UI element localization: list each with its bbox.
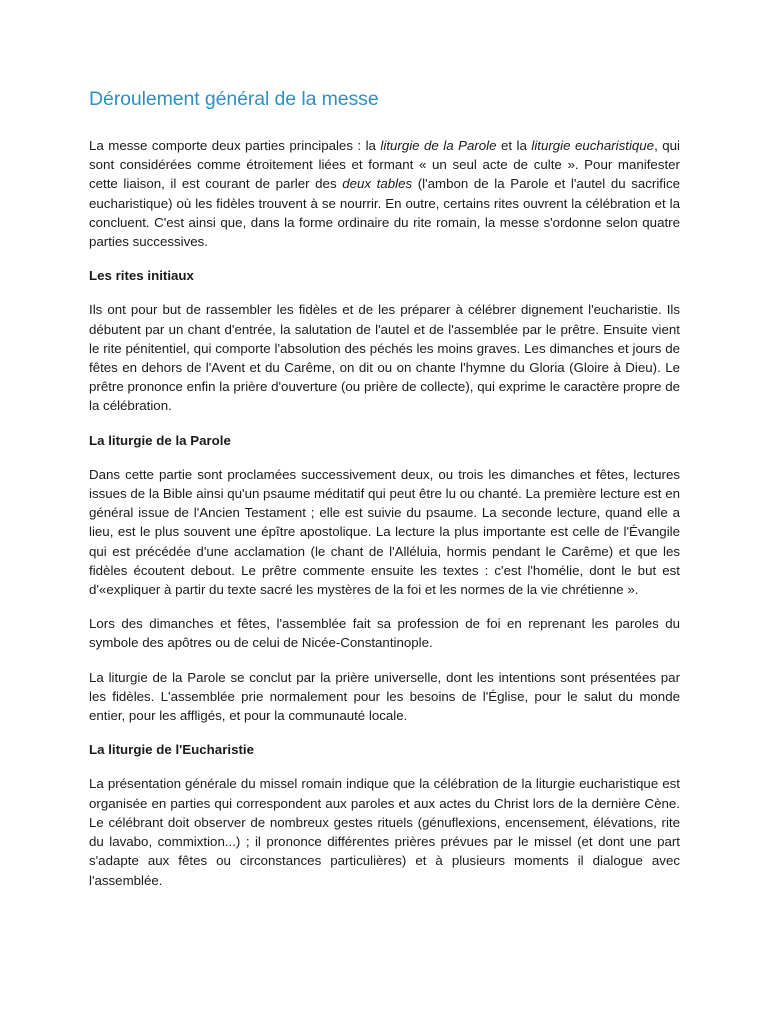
section-paragraph: Lors des dimanches et fêtes, l'assemblée fait sa profession de foi en reprenant les paroles du symbole des apôtres ou de celui de Nicée-Constantinople.	[89, 616, 680, 651]
intro-text-1: La messe comporte deux parties principales : la	[89, 138, 381, 153]
section-heading-rites-initiaux: Les rites initiaux	[89, 268, 194, 284]
section-paragraph: Dans cette partie sont proclamées successivement deux, ou trois les dimanches et fêtes, lectures issues de la Bible ainsi qu'un psaume méditatif qui peut être lu ou chanté. La première lecture est en général issue de l'Ancien Testament ; elle est suivie du psaume. La seconde lecture, quand elle a lieu, est le plus souvent une épître apostolique. La lecture la plus importante est celle de l'Évangile qui est précédée d'une acclamation (le chant de l'Alléluia, hormis pendant le Carême) et que les fidèles écoutent debout. Le prêtre commente ensuite les textes : c'est l'homélie, dont le but est d'«expliquer à partir du texte sacré les mystères de la foi et les normes de la vie chrétienne ».	[89, 466, 680, 598]
intro-emphasis-3: deux tables	[342, 176, 413, 192]
intro-text-4: (l'ambon de la Parole et l'autel du sacrifice eucharistique) où les fidèles trouvent à se nourrir. En outre, certains rites ouvrent la célébration et la concluent. C'est ainsi que, dans la forme ordinaire du rite romain, la messe s'ordonne selon quatre parties successives.	[89, 176, 681, 250]
section-paragraph: Ils ont pour but de rassembler les fidèles et de les préparer à célébrer dignement l'eucharistie. Ils débutent par un chant d'entrée, la salutation de l'autel et de l'assemblée par le prêtre. Ensuite vient le rite pénitentiel, qui comporte l'absolution des péchés les moins graves. Les dimanches et jours de fêtes en dehors de l'Avent et du Carême, on dit ou on chante l'hymne du Gloria (Gloire à Dieu). Le prêtre prononce enfin la prière d'ouverture (ou prière de collecte), qui exprime le caractère propre de la célébration.	[89, 302, 680, 414]
page-title: Déroulement général de la messe	[89, 88, 379, 110]
section-heading-liturgie-eucharistie: La liturgie de l'Eucharistie	[89, 742, 254, 758]
intro-text-2: et la	[496, 138, 532, 153]
document-page	[89, 86, 680, 890]
intro-paragraph	[89, 136, 680, 251]
section-paragraph: La présentation générale du missel romain indique que la célébration de la liturgie eucharistique est organisée en parties qui correspondent aux paroles et aux actes du Christ lors de la dernière Cène. Le célébrant doit observer de nombreux gestes rituels (génuflexions, encensement, élévations, rite du lavabo, commixtion...) ; il prononce différentes prières prévues par le missel (et dont une part s'adapte aux fêtes ou circonstances particulières) et à plusieurs moments il dialogue avec l'assemblée.	[89, 776, 680, 888]
intro-emphasis-1: liturgie de la Parole	[380, 138, 497, 153]
intro-emphasis-2: liturgie eucharistique	[531, 138, 655, 153]
section-paragraph: La liturgie de la Parole se conclut par la prière universelle, dont les intentions sont présentées par les fidèles. L'assemblée prie normalement pour les besoins de l'Église, pour le salut du monde entier, pour les affligés, et pour la communauté locale.	[89, 669, 680, 724]
section-heading-liturgie-parole: La liturgie de la Parole	[89, 432, 231, 448]
intro-text-3: , qui sont considérées comme étroitement liées et formant « un seul acte de culte ». Pour manifester cette liaison, il est courant de parler des	[89, 138, 680, 192]
